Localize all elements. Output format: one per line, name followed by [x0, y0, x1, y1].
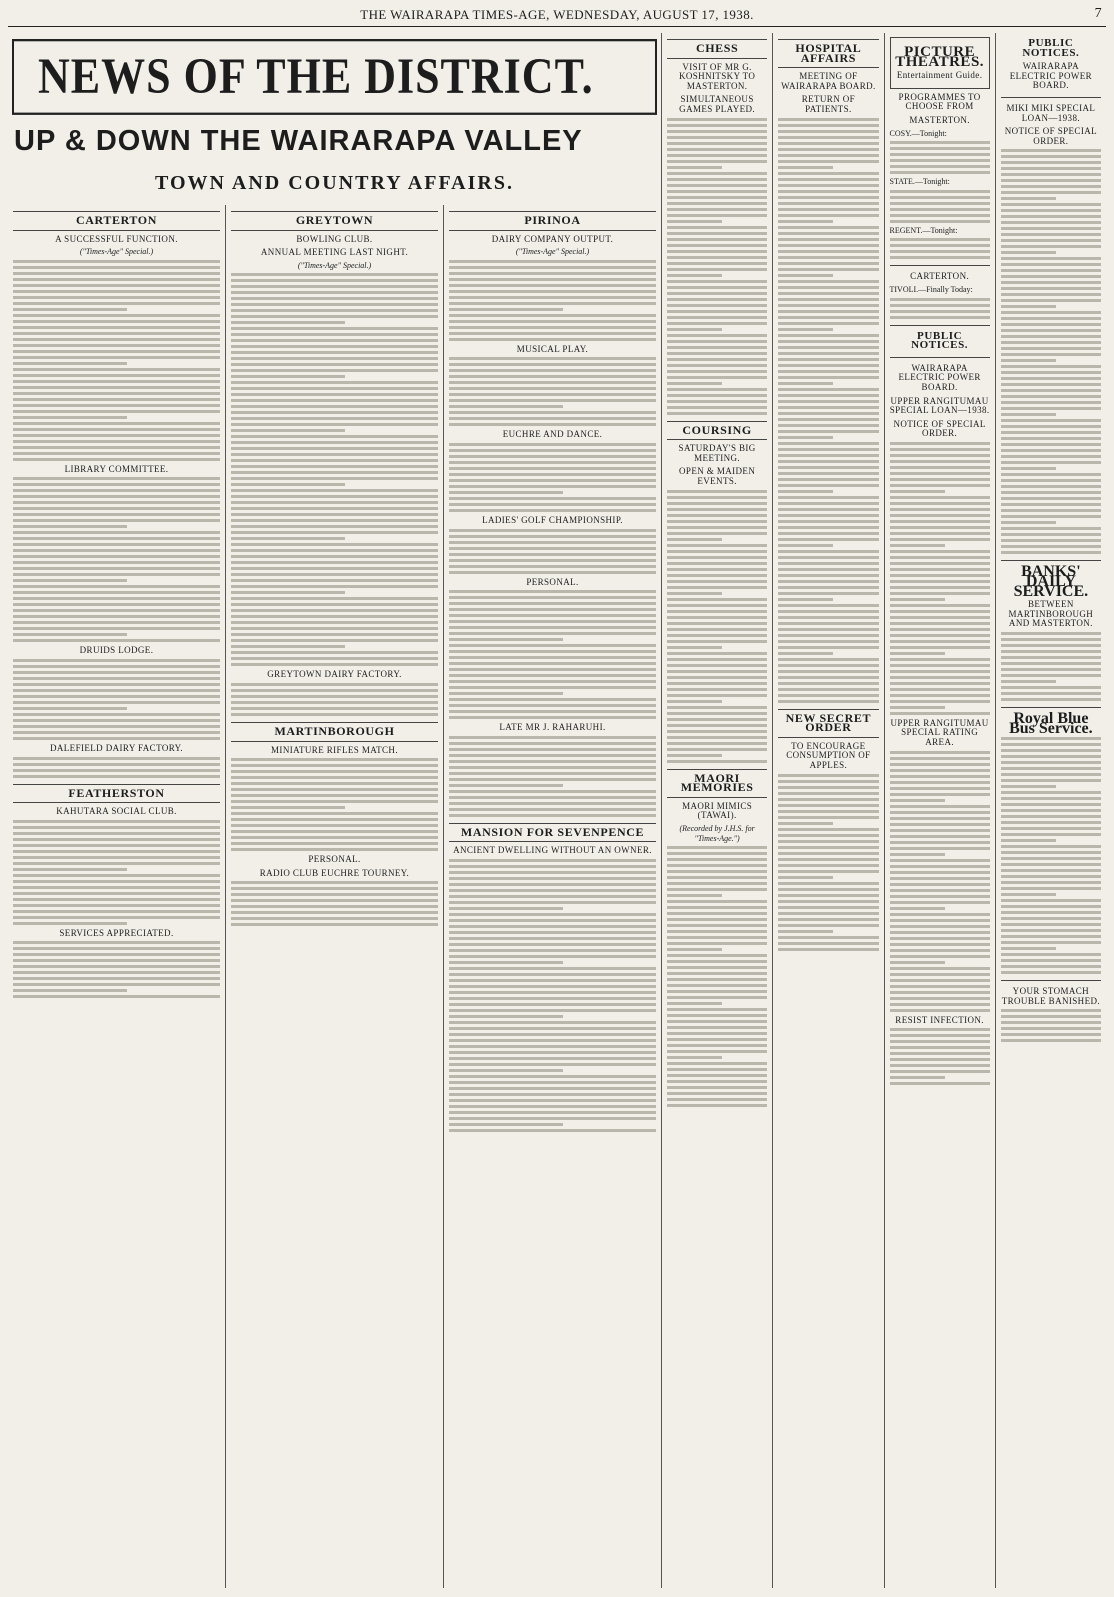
- miki-notice-subhead: NOTICE OF SPECIAL ORDER.: [1004, 126, 1098, 146]
- maori-heading: MAORI MEMORIES: [667, 769, 767, 798]
- article-text: [1001, 1009, 1101, 1042]
- hospital-subhead: MEETING OF WAIRARAPA BOARD.: [781, 71, 876, 91]
- coursing-heading: COURSING: [667, 421, 767, 441]
- article-text: [778, 774, 878, 951]
- euchre-subhead: EUCHRE AND DANCE.: [502, 429, 603, 440]
- late-subhead: LATE MR J. RAHARUHI.: [499, 722, 606, 733]
- coursing-subhead: SATURDAY'S BIG MEETING.: [678, 443, 756, 463]
- maori-subhead: MAORI MIMICS (TAWAI).: [682, 800, 753, 821]
- notices-heading: PUBLIC NOTICES.: [1022, 37, 1080, 59]
- article-text: [449, 357, 656, 426]
- article-text: [13, 260, 220, 461]
- radio-subhead: RADIO CLUB EUCHRE TOURNEY.: [259, 867, 410, 878]
- article-text: [449, 590, 656, 719]
- public-notices-heading: PUBLIC NOTICES.: [911, 329, 969, 352]
- picture-theatres-box: [890, 37, 990, 89]
- power-board-subhead: WAIRARAPA ELECTRIC POWER BOARD.: [898, 362, 981, 392]
- masthead-title: THE WAIRARAPA TIMES-AGE, WEDNESDAY, AUGUST 17, 1938.: [360, 7, 754, 22]
- kahutara-subhead: KAHUTARA SOCIAL CLUB.: [56, 806, 177, 817]
- article-text: [1001, 737, 1101, 974]
- article-text: [449, 529, 656, 574]
- pirinoa-dateline: ("Times-Age" Special.): [515, 247, 590, 257]
- pirinoa-heading: PIRINOA: [449, 211, 656, 231]
- royal-blue-heading: Royal Blue Bus Service.: [1009, 709, 1093, 737]
- article-text: [449, 443, 656, 512]
- article-text: [13, 820, 220, 925]
- carterton-cinema-subhead: CARTERTON.: [910, 271, 970, 282]
- notice-subhead: NOTICE OF SPECIAL ORDER.: [893, 418, 986, 439]
- section-kicker: UP & DOWN THE WAIRARAPA VALLEY: [14, 125, 583, 157]
- article-text: [667, 118, 767, 415]
- article-text: [231, 273, 438, 666]
- section-subkicker: TOWN AND COUNTRY AFFAIRS.: [155, 172, 514, 194]
- article-text: [449, 736, 656, 817]
- picture-theatres-heading: PICTURE THEATRES.: [895, 44, 985, 70]
- column-notices: [995, 33, 1106, 1588]
- greytown-heading: GREYTOWN: [231, 211, 438, 231]
- article-text: [231, 758, 438, 851]
- article-text: [890, 1028, 990, 1085]
- chess-subhead-2: SIMULTANEOUS GAMES PLAYED.: [679, 94, 756, 114]
- greytown-dateline: ("Times-Age" Special.): [297, 260, 372, 270]
- article-text: [1001, 632, 1101, 701]
- article-text: [890, 442, 990, 715]
- article-text: [890, 238, 990, 259]
- mansion-heading: MANSION FOR SEVENPENCE: [449, 823, 656, 843]
- martinborough-heading: MARTINBOROUGH: [231, 722, 438, 742]
- infection-subhead: RESIST INFECTION.: [895, 1014, 984, 1025]
- article-text: [13, 659, 220, 740]
- bowling-subhead: BOWLING CLUB.: [296, 233, 373, 244]
- article-text: [890, 298, 990, 319]
- coursing-subhead-2: OPEN & MAIDEN EVENTS.: [679, 466, 756, 486]
- article-text: [13, 477, 220, 642]
- stomach-subhead: YOUR STOMACH TROUBLE BANISHED.: [1001, 986, 1101, 1006]
- library-subhead: LIBRARY COMMITTEE.: [64, 463, 169, 474]
- column-pirinoa: [443, 205, 661, 1588]
- notices-power-subhead: WAIRARAPA ELECTRIC POWER BOARD.: [1009, 61, 1093, 91]
- column-chess: [661, 33, 772, 1588]
- regent-label: REGENT.—Tonight:: [889, 225, 958, 235]
- entertainment-subhead: Entertainment Guide.: [896, 70, 983, 81]
- article-text: [778, 118, 878, 703]
- services-subhead: SERVICES APPRECIATED.: [59, 927, 174, 938]
- column-hospital: [772, 33, 883, 1588]
- programmes-subhead: PROGRAMMES TO CHOOSE FROM: [898, 91, 981, 112]
- featherston-heading: FEATHERSTON: [13, 784, 220, 804]
- golf-subhead: LADIES' GOLF CHAMPIONSHIP.: [482, 514, 623, 525]
- banks-subhead: BETWEEN MARTINBOROUGH AND MASTERTON.: [1008, 599, 1094, 629]
- column-greytown: [225, 205, 443, 1588]
- column-carterton: [8, 205, 225, 1588]
- greytown-dairy-subhead: GREYTOWN DAIRY FACTORY.: [267, 669, 402, 680]
- druids-subhead: DRUIDS LODGE.: [79, 645, 154, 656]
- article-text: [231, 683, 438, 716]
- dalefield-subhead: DALEFIELD DAIRY FACTORY.: [49, 742, 184, 753]
- secret-order-heading: NEW SECRET ORDER: [778, 709, 878, 738]
- rifles-subhead: MINIATURE RIFLES MATCH.: [271, 744, 398, 755]
- carterton-dateline: ("Times-Age" Special.): [79, 247, 154, 257]
- newspaper-page: [8, 4, 1106, 1589]
- rating-subhead: UPPER RANGITUMAU SPECIAL RATING AREA.: [890, 717, 989, 748]
- article-text: [231, 881, 438, 926]
- section-banner: NEWS OF THE DISTRICT.: [12, 39, 657, 115]
- banks-heading: BANKS' DAILY SERVICE.: [1013, 563, 1089, 600]
- musical-subhead: MUSICAL PLAY.: [516, 343, 589, 354]
- dairy-output-subhead: DAIRY COMPANY OUTPUT.: [491, 233, 614, 244]
- article-text: [13, 757, 220, 778]
- state-label: STATE.—Tonight:: [889, 177, 950, 187]
- article-text: [890, 141, 990, 174]
- article-text: [449, 859, 656, 1132]
- annual-meeting-subhead: ANNUAL MEETING LAST NIGHT.: [260, 247, 409, 258]
- article-text: [667, 490, 767, 763]
- tivoli-label: TIVOLI.—Finally Today:: [889, 284, 973, 294]
- secret-order-subhead: TO ENCOURAGE CONSUMPTION OF APPLES.: [786, 740, 871, 770]
- article-text: [890, 190, 990, 223]
- carterton-heading: CARTERTON: [13, 211, 220, 231]
- mansion-subhead: ANCIENT DWELLING WITHOUT AN OWNER.: [453, 845, 652, 856]
- personal-subhead: PERSONAL.: [526, 576, 579, 587]
- chess-heading: CHESS: [667, 39, 767, 59]
- cosy-label: COSY.—Tonight:: [889, 128, 947, 138]
- masterton-subhead: MASTERTON.: [909, 114, 970, 125]
- article-text: [13, 941, 220, 998]
- hospital-subhead-2: RETURN OF PATIENTS.: [801, 94, 856, 114]
- maori-dateline: (Recorded by J.H.S. for "Times-Age."): [679, 823, 755, 843]
- article-text: [667, 846, 767, 1107]
- column-pictures: [884, 33, 995, 1588]
- page-number: 7: [1094, 6, 1102, 21]
- loan-subhead: UPPER RANGITUMAU SPECIAL LOAN—1938.: [889, 395, 990, 416]
- article-text: [890, 751, 990, 1012]
- carterton-subhead: A SUCCESSFUL FUNCTION.: [55, 233, 178, 244]
- chess-subhead: VISIT OF MR G. KOSHNITSKY TO MASTERTON.: [678, 61, 756, 91]
- personal-subhead: PERSONAL.: [308, 854, 361, 865]
- news-of-district-section: [8, 33, 661, 1588]
- right-section: [661, 33, 1106, 1588]
- article-text: [449, 260, 656, 341]
- article-text: [1001, 149, 1101, 554]
- masthead: [8, 4, 1106, 27]
- miki-loan-subhead: MIKI MIKI SPECIAL LOAN—1938.: [1006, 102, 1096, 123]
- hospital-heading: HOSPITAL AFFAIRS: [778, 39, 878, 68]
